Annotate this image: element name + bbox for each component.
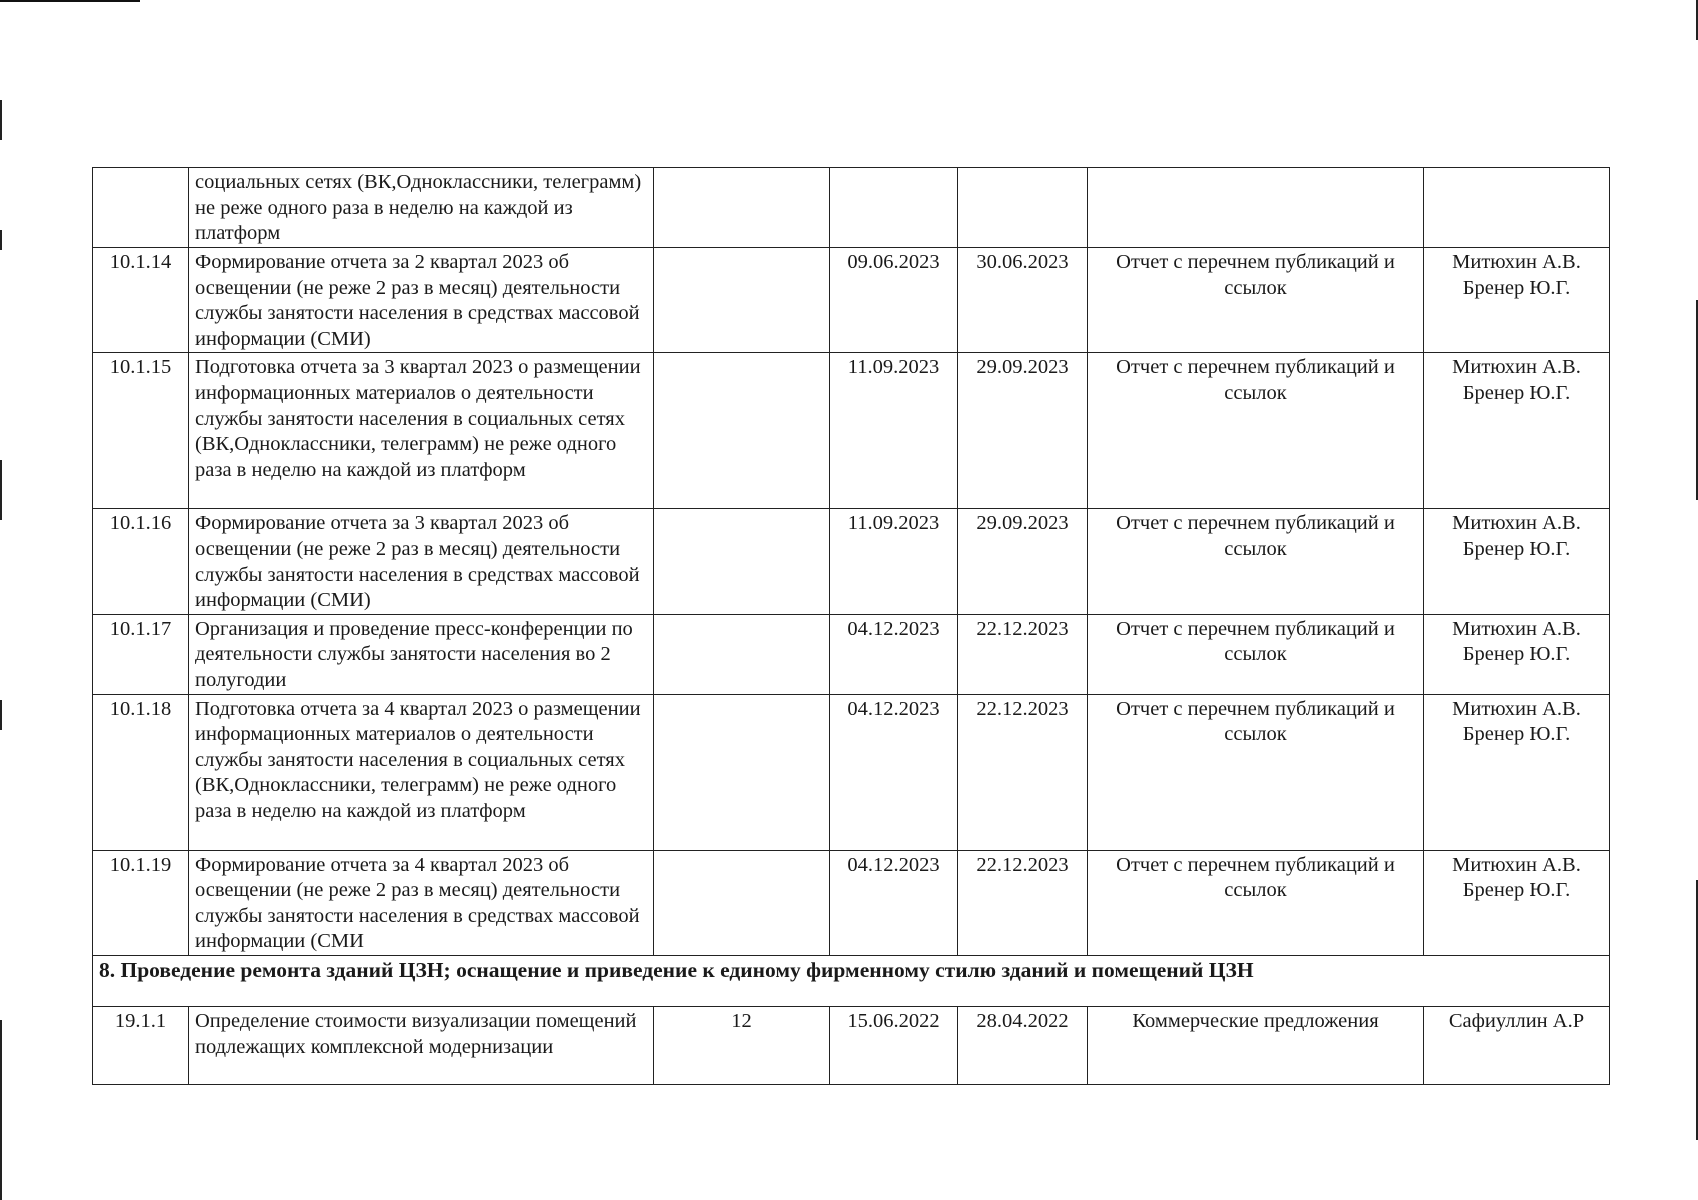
start-date <box>830 168 958 248</box>
responsible-person: Митюхин А.В. <box>1452 617 1581 640</box>
item-responsible <box>1424 168 1610 248</box>
item-number: 19.1.1 <box>93 1006 189 1084</box>
item-count <box>654 614 830 694</box>
start-date: 11.09.2023 <box>830 353 958 509</box>
item-number: 10.1.17 <box>93 614 189 694</box>
end-date: 22.12.2023 <box>958 850 1088 955</box>
item-count <box>654 353 830 509</box>
end-date: 22.12.2023 <box>958 694 1088 850</box>
item-description: Формирование отчета за 3 квартал 2023 об освещении (не реже 2 раз в месяц) деятельности службы занятости населения в средствах массовой информации (СМИ) <box>189 509 654 614</box>
table-row <box>93 248 1610 353</box>
scan-artifact-left <box>0 700 2 730</box>
item-result: Отчет с перечнем публикаций и ссылок <box>1088 353 1424 509</box>
start-date: 11.09.2023 <box>830 509 958 614</box>
start-date: 04.12.2023 <box>830 694 958 850</box>
start-date: 15.06.2022 <box>830 1006 958 1084</box>
end-date <box>958 168 1088 248</box>
scan-artifact-left <box>0 1020 2 1200</box>
table-row <box>93 353 1610 509</box>
section-row <box>93 955 1610 1006</box>
start-date: 04.12.2023 <box>830 850 958 955</box>
table-row <box>93 168 1610 248</box>
item-result: Отчет с перечнем публикаций и ссылок <box>1088 694 1424 850</box>
responsible-person: Митюхин А.В. <box>1452 697 1581 720</box>
item-number: 10.1.18 <box>93 694 189 850</box>
item-count <box>654 850 830 955</box>
responsible-person: Бренер Ю.Г. <box>1462 879 1571 902</box>
start-date: 09.06.2023 <box>830 248 958 353</box>
item-count <box>654 248 830 353</box>
end-date: 29.09.2023 <box>958 353 1088 509</box>
item-count <box>654 509 830 614</box>
item-description: Формирование отчета за 2 квартал 2023 об освещении (не реже 2 раз в месяц) деятельности службы занятости населения в средствах массовой информации (СМИ) <box>189 248 654 353</box>
item-description: Определение стоимости визуализации помещений подлежащих комплексной модернизации <box>189 1006 654 1084</box>
item-result: Отчет с перечнем публикаций и ссылок <box>1088 614 1424 694</box>
table-row <box>93 614 1610 694</box>
end-date: 28.04.2022 <box>958 1006 1088 1084</box>
item-responsible <box>1424 509 1610 614</box>
item-responsible <box>1424 850 1610 955</box>
end-date: 22.12.2023 <box>958 614 1088 694</box>
responsible-person: Бренер Ю.Г. <box>1462 381 1571 404</box>
start-date: 04.12.2023 <box>830 614 958 694</box>
item-count: 12 <box>654 1006 830 1084</box>
item-description: Формирование отчета за 4 квартал 2023 об освещении (не реже 2 раз в месяц) деятельности службы занятости населения в средствах массовой информации (СМИ <box>189 850 654 955</box>
item-responsible <box>1424 694 1610 850</box>
section-header <box>93 955 1610 1006</box>
scan-artifact-left <box>0 100 2 140</box>
responsible-person: Сафиуллин А.Р <box>1448 1009 1585 1032</box>
responsible-person: Митюхин А.В. <box>1452 356 1581 379</box>
responsible-person: Бренер Ю.Г. <box>1462 537 1571 560</box>
table-row <box>93 850 1610 955</box>
responsible-person: Митюхин А.В. <box>1452 853 1581 876</box>
item-responsible <box>1424 1006 1610 1084</box>
item-responsible <box>1424 614 1610 694</box>
item-description: Подготовка отчета за 3 квартал 2023 о размещении информационных материалов о деятельности службы занятости населения в социальных сетях (ВК,Одноклассники, телеграмм) не реже одного раза в неделю на каждой из платформ <box>189 353 654 509</box>
item-number: 10.1.14 <box>93 248 189 353</box>
table-row <box>93 1006 1610 1084</box>
plan-table <box>92 167 1610 1085</box>
responsible-person: Бренер Ю.Г. <box>1462 723 1571 746</box>
item-number <box>93 168 189 248</box>
scan-artifact-left <box>0 230 2 250</box>
table-row <box>93 694 1610 850</box>
item-count <box>654 694 830 850</box>
end-date: 30.06.2023 <box>958 248 1088 353</box>
item-result: Коммерческие предложения <box>1088 1006 1424 1084</box>
item-description: социальных сетях (ВК,Одноклассники, телеграмм) не реже одного раза в неделю на каждой из платформ <box>189 168 654 248</box>
scan-artifact-left <box>0 460 2 520</box>
item-result: Отчет с перечнем публикаций и ссылок <box>1088 248 1424 353</box>
item-description: Подготовка отчета за 4 квартал 2023 о размещении информационных материалов о деятельности службы занятости населения в социальных сетях (ВК,Одноклассники, телеграмм) не реже одного раза в неделю на каждой из платформ <box>189 694 654 850</box>
responsible-person: Митюхин А.В. <box>1452 251 1581 273</box>
item-responsible <box>1424 353 1610 509</box>
item-result <box>1088 168 1424 248</box>
item-description: Организация и проведение пресс-конференции по деятельности службы занятости населения во 2 полугодии <box>189 614 654 694</box>
item-responsible <box>1424 248 1610 353</box>
item-result: Отчет с перечнем публикаций и ссылок <box>1088 509 1424 614</box>
responsible-person: Бренер Ю.Г. <box>1462 276 1571 299</box>
responsible-person: Митюхин А.В. <box>1452 512 1581 535</box>
item-number: 10.1.15 <box>93 353 189 509</box>
item-number: 10.1.19 <box>93 850 189 955</box>
table-row <box>93 509 1610 614</box>
item-result: Отчет с перечнем публикаций и ссылок <box>1088 850 1424 955</box>
responsible-person: Бренер Ю.Г. <box>1462 643 1571 666</box>
scan-artifact-top <box>0 0 140 2</box>
end-date: 29.09.2023 <box>958 509 1088 614</box>
item-count <box>654 168 830 248</box>
item-number: 10.1.16 <box>93 509 189 614</box>
section-title: 8. Проведение ремонта зданий ЦЗН; оснащение и приведение к единому фирменному стилю зданий и помещений ЦЗН <box>93 955 1610 1006</box>
table-body <box>93 168 1610 956</box>
section-body <box>93 1006 1610 1084</box>
